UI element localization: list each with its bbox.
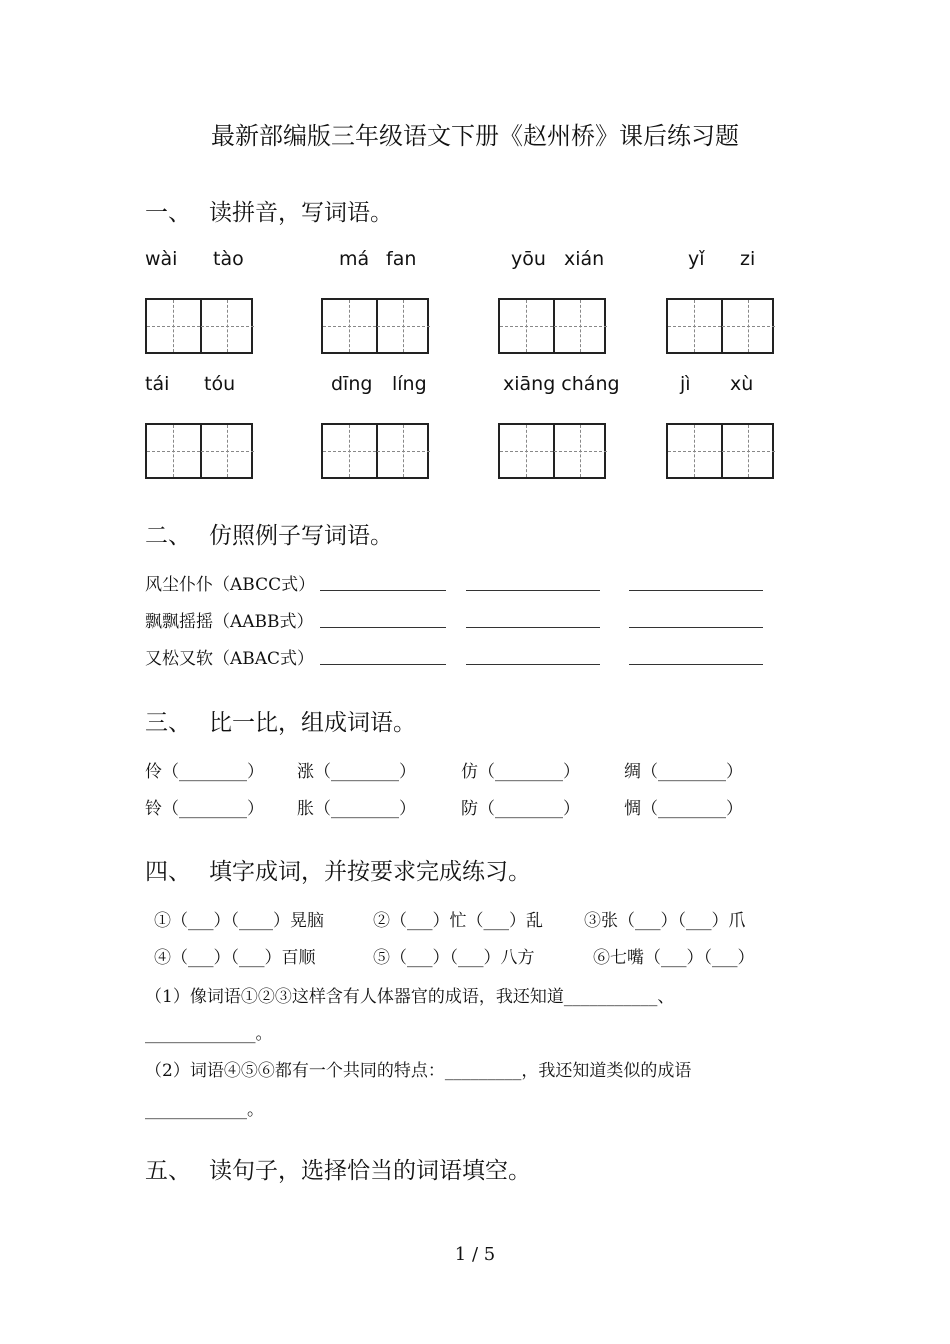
section-number: 一、 bbox=[145, 200, 191, 226]
writing-grid[interactable] bbox=[321, 423, 429, 479]
section-2-heading bbox=[145, 517, 393, 550]
section-number: 五、 bbox=[145, 1158, 191, 1184]
pinyin: xián bbox=[564, 248, 605, 270]
answer-blank[interactable] bbox=[466, 590, 600, 591]
answer-blank[interactable] bbox=[629, 590, 763, 591]
writing-grid[interactable] bbox=[498, 298, 606, 354]
question-2: （2）词语④⑤⑥都有一个共同的特点：_________，我还知道类似的成语 bbox=[145, 1061, 692, 1081]
answer-blank[interactable] bbox=[320, 664, 446, 665]
compare-item: 防（________） bbox=[461, 799, 580, 819]
section-title: 填字成词，并按要求完成练习。 bbox=[209, 859, 531, 885]
pinyin: yōu bbox=[511, 248, 546, 270]
section-4-heading bbox=[145, 853, 531, 886]
section-title: 读拼音，写词语。 bbox=[209, 200, 393, 226]
writing-grid[interactable] bbox=[666, 298, 774, 354]
imitate-example: 风尘仆仆（ABCC式） bbox=[145, 575, 316, 595]
question-1: （1）像词语①②③这样含有人体器官的成语，我还知道___________、 bbox=[145, 987, 675, 1007]
writing-grid[interactable] bbox=[145, 423, 253, 479]
fill-item: ⑤（___）（___）八方 bbox=[373, 948, 535, 968]
imitate-example: 飘飘摇摇（AABB式） bbox=[145, 612, 314, 632]
compare-item: 铃（________） bbox=[145, 799, 264, 819]
pinyin: tái bbox=[145, 373, 170, 395]
answer-blank[interactable] bbox=[466, 627, 600, 628]
answer-blank[interactable] bbox=[629, 627, 763, 628]
pinyin: tóu bbox=[204, 373, 236, 395]
page-title: 最新部编版三年级语文下册《赵州桥》课后练习题 bbox=[211, 122, 739, 150]
pinyin: yǐ bbox=[688, 248, 705, 270]
compare-item: 惆（________） bbox=[624, 799, 743, 819]
pinyin: xù bbox=[730, 373, 754, 395]
section-1-heading bbox=[145, 194, 393, 227]
compare-item: 胀（________） bbox=[297, 799, 416, 819]
answer-blank[interactable] bbox=[466, 664, 600, 665]
pinyin: wài bbox=[145, 248, 178, 270]
section-3-heading bbox=[145, 704, 416, 737]
fill-item: ④（___）（___）百顺 bbox=[154, 948, 316, 968]
answer-blank[interactable] bbox=[320, 590, 446, 591]
section-number: 三、 bbox=[145, 710, 191, 736]
fill-item: ③张（___）（___）爪 bbox=[584, 911, 746, 931]
pinyin: xiāng cháng bbox=[503, 373, 620, 395]
compare-item: 涨（________） bbox=[297, 762, 416, 782]
answer-blank[interactable] bbox=[320, 627, 446, 628]
fill-item: ①（___）（____）晃脑 bbox=[154, 911, 324, 931]
section-title: 读句子，选择恰当的词语填空。 bbox=[209, 1158, 531, 1184]
imitate-example: 又松又软（ABAC式） bbox=[145, 649, 315, 669]
section-5-heading bbox=[145, 1152, 531, 1185]
writing-grid[interactable] bbox=[666, 423, 774, 479]
compare-item: 仿（________） bbox=[461, 762, 580, 782]
fill-item: ⑥七嘴（___）（___） bbox=[593, 948, 755, 968]
compare-item: 绸（________） bbox=[624, 762, 743, 782]
pinyin: zi bbox=[740, 248, 756, 270]
compare-item: 伶（________） bbox=[145, 762, 264, 782]
writing-grid[interactable] bbox=[145, 298, 253, 354]
section-number: 二、 bbox=[145, 523, 191, 549]
page-number: 1 / 5 bbox=[454, 1244, 496, 1265]
pinyin: dīng bbox=[331, 373, 373, 395]
pinyin: fan bbox=[386, 248, 417, 270]
pinyin: má bbox=[339, 248, 370, 270]
pinyin: jì bbox=[680, 373, 691, 395]
section-number: 四、 bbox=[145, 859, 191, 885]
section-title: 仿照例子写词语。 bbox=[209, 523, 393, 549]
section-title: 比一比，组成词语。 bbox=[209, 710, 416, 736]
question-2-continued: ____________。 bbox=[145, 1100, 264, 1120]
writing-grid[interactable] bbox=[498, 423, 606, 479]
answer-blank[interactable] bbox=[629, 664, 763, 665]
fill-item: ②（___）忙（___）乱 bbox=[373, 911, 543, 931]
pinyin: tào bbox=[213, 248, 244, 270]
pinyin: líng bbox=[392, 373, 427, 395]
question-1-continued: _____________。 bbox=[145, 1024, 273, 1044]
writing-grid[interactable] bbox=[321, 298, 429, 354]
